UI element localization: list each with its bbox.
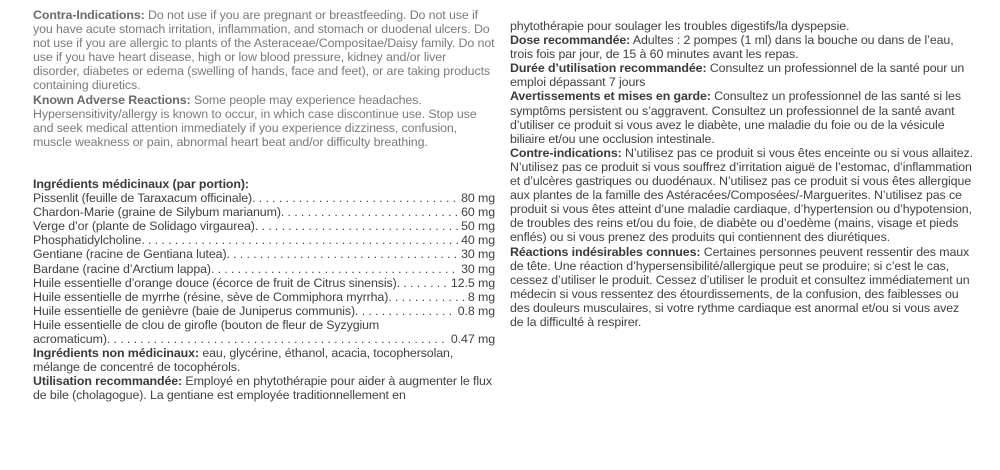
ingredient-amount: 40 mg [461,233,495,248]
ingredient-row [33,233,495,247]
ingredient-amount: 12.5 mg [450,275,495,290]
section-gap [33,149,495,177]
warnings [510,89,975,145]
ingredient-row [33,205,495,219]
recommended-use-text: Employé en phytothérapie pour aider à augmenter le flux de bile (cholagogue). La gentiane est employée traditionnellement en [33,374,492,403]
ingredient-name: Chardon-Marie (graine de Silybum marianum) [33,205,281,220]
ingredient-amount: 30 mg [461,247,495,262]
contra-indications-fr [510,146,975,245]
adverse-reactions-en-text: Some people may experience headaches. Hypersensitivity/allergy is known to occur, in which case discontinue use. Stop use and seek medical attention immediately if you experience dizziness, confusion, muscle weakness or pain, abnormal heart beat and/or difficulty breathing. [33,92,477,149]
contra-indications-en [33,8,495,93]
ingredient-amount: 0.47 mg [450,331,495,346]
warnings-text: Consultez un professionnel de las santé si les symptôms persistent ou s’aggravent. Consultez un professionnel de la santé avant d’utiliser ce produit si vous avez le diabète, une maladie du foie ou de la vésicule biliaire et/ou une occlusion intestinale. [510,89,961,146]
ingredient-leader-dots [281,205,458,219]
ingredient-last-line1: Huile essentielle de clou de girofle (bouton de fleur de Syzygium [33,317,380,332]
adverse-reactions-fr [510,245,975,330]
ingredient-name: Verge d’or (plante de Solidago virgaurea) [33,219,255,234]
ingredient-amount: 8 mg [467,289,495,304]
ingredient-amount: 50 mg [461,219,495,234]
ingredient-leader-dots [227,247,459,261]
duration-text: Consultez un professionnel de la santé pour un emploi dépassant 7 jours [510,61,965,90]
ingredient-name: Huile essentielle de myrrhe (résine, sève de Commiphora myrrha) [33,289,389,304]
ingredient-leader-dots [388,290,465,304]
ingredient-amount: 80 mg [461,191,495,206]
medicinal-ingredients-title: Ingrédients médicinaux (par portion): [33,176,249,191]
medicinal-ingredients-list [33,191,495,318]
adverse-reactions-fr-text: Certaines personnes peuvent ressentir des maux de tête. Une réaction d’hypersensibilité/allergique peut se produire; si c’est le cas, cessez d’utiliser le produit. Cessez d’utiliser le produit et consultez immédiatement un médecin si vous ressentez des étourdissements, de la confusion, des faiblesses ou des douleurs musculaires, si votre rythme cardiaque est anormal et/ou si vous avez de la difficulté à respirer. [510,244,970,329]
ingredient-name: acromaticum) [33,331,107,346]
ingredient-row-last [33,332,495,346]
right-column [510,19,975,329]
ingredient-row [33,219,495,233]
ingredient-amount: 60 mg [461,205,495,220]
ingredient-name: Bardane (racine d’Arctium lappa) [33,261,211,276]
ingredient-row [33,276,495,290]
recommended-dose [510,33,975,61]
ingredient-leader-dots [355,304,455,318]
ingredient-name: Gentiane (racine de Gentiana lutea) [33,247,227,262]
contra-indications-fr-text: N’utilisez pas ce produit si vous êtes enceinte ou si vous allaitez. N’utilisez pas ce produit si vous souffrez d’irritation aiguë de l’estomac, d’inflammation et d’ulcères gastriques ou duodénaux. N’utilisez pas ce produit si vous êtes allergique aux plantes de la famille des Astéracées/Composées/-Marguerites. N’utilisez pas ce produit si vous êtes atteint d’une maladie cardiaque, d’hypertension ou d’hypotension, de troubles des reins et/ou du foie, de diabète ou d’oedème (mains, visage et pieds enflés) ou si vous prenez des produits qui contiennent des diurétiques. [510,145,973,245]
ingredient-leader-dots [107,332,448,346]
recommended-dose-text: Adultes : 2 pompes (1 ml) dans la bouche ou dans de l’eau, trois fois par jour, de 15 à 60 minutes avant les repas. [510,33,954,62]
non-medicinal-ingredients [33,346,495,374]
contra-indications-fr-heading: Contre-indications: [510,145,622,160]
ingredient-amount: 0.8 mg [457,303,495,318]
ingredient-leader-dots [397,276,448,290]
warnings-heading: Avertissements et mises en garde: [510,89,711,104]
non-medicinal-heading: Ingrédients non médicinaux: [33,346,199,361]
ingredient-row [33,290,495,304]
recommended-dose-heading: Dose recommandée: [510,33,631,48]
duration-heading: Durée d’utilisation recommandée: [510,61,707,76]
ingredient-leader-dots [211,262,458,276]
ingredient-leader-dots [255,219,458,233]
ingredient-row [33,247,495,261]
duration-of-use [510,61,975,89]
recommended-use [33,374,495,402]
adverse-reactions-en [33,93,495,149]
ingredient-row [33,262,495,276]
contra-indications-en-text: Do not use if you are pregnant or breastfeeding. Do not use if you have acute stomach irritation, inflammation, and stomach or duodenal ulcers. Do not use if you are allergic to plants of the Asteraceae/Compositae/Daisy family. Do not use if you have heart disease, high or low blood pressure, kidney and/or liver disorder, diabetes or edema (swelling of hands, face and feet), or are taking products containing diuretics. [33,8,495,93]
ingredient-leader-dots [141,233,458,247]
ingredient-name: Phosphatidylcholine [33,233,142,248]
ingredient-amount: 30 mg [461,261,495,276]
contra-indications-en-heading: Contra-Indications: [33,8,145,22]
ingredient-row [33,191,495,205]
recommended-use-continued: phytothérapie pour soulager les troubles digestifs/la dyspepsie. [510,19,850,33]
recommended-use-heading: Utilisation recommandée: [33,374,183,389]
adverse-reactions-fr-heading: Réactions indésirables connues: [510,244,701,259]
ingredient-leader-dots [252,191,458,205]
left-column [33,8,495,402]
non-medicinal-text: eau, glycérine, éthanol, acacia, tocophersolan, mélange de concentré de tocophérols. [33,346,454,375]
adverse-reactions-en-heading: Known Adverse Reactions: [33,92,191,107]
ingredient-name: Huile essentielle de genièvre (baie de Juniperus communis) [33,303,356,318]
ingredient-row [33,304,495,318]
ingredient-name: Huile essentielle d’orange douce (écorce de fruit de Citrus sinensis) [33,275,397,290]
ingredient-name: Pissenlit (feuille de Taraxacum officinale) [33,191,253,206]
